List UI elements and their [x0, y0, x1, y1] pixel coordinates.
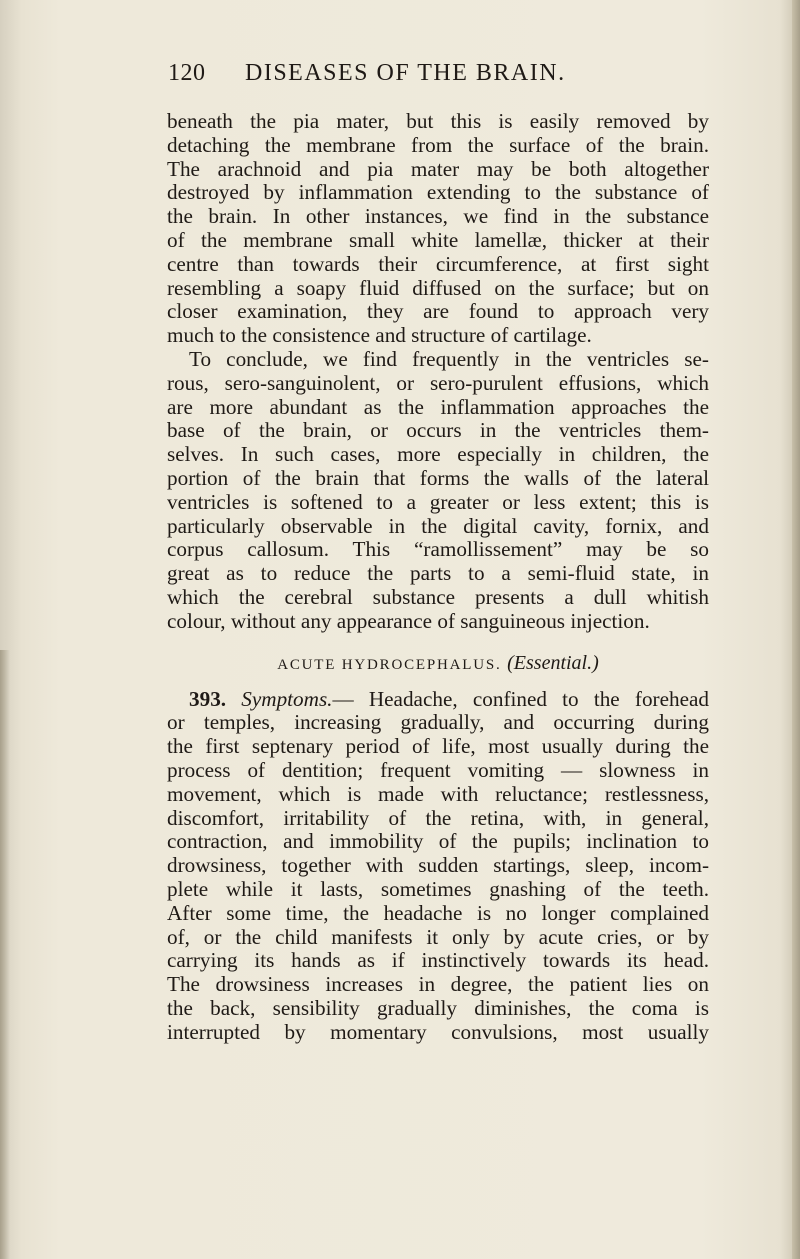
text-line: The arachnoid and pia mater may be both altogether: [167, 156, 709, 181]
text-line: of the membrane small white lamellæ, thicker at their: [167, 227, 709, 252]
text-line: selves. In such cases, more especially in children, the: [167, 442, 709, 467]
paragraph-3: [167, 688, 709, 1045]
page-edge-left: [0, 650, 10, 1259]
text-line: discomfort, irritability of the retina, with, in general,: [167, 805, 709, 830]
text-line: the back, sensibility gradually diminishes, the coma is: [167, 995, 709, 1020]
running-head: [160, 60, 720, 90]
text-line: the first septenary period of life, most usually during the: [167, 734, 709, 759]
text-line: or temples, increasing gradually, and occurring during: [167, 710, 709, 735]
text-line: After some time, the headache is no longer complained: [167, 900, 709, 925]
text-line: carrying its hands as if instinctively towards its head.: [167, 948, 709, 973]
text-line: rous, sero-sanguinolent, or sero-purulent effusions, which: [167, 370, 709, 395]
text-line: ventricles is softened to a greater or less extent; this is: [167, 489, 709, 514]
section-heading: [167, 652, 709, 676]
paragraph-label: Symptoms.: [241, 686, 333, 711]
text-line: are more abundant as the inflammation approaches the: [167, 394, 709, 419]
text-line: resembling a soapy fluid diffused on the surface; but on: [167, 275, 709, 300]
paragraph-number: 393.: [189, 686, 227, 711]
paragraph-first-line: [167, 688, 709, 712]
text-line: interrupted by momentary convulsions, most usually: [167, 1019, 709, 1044]
page-edge-right: [792, 0, 800, 1259]
text-line: detaching the membrane from the surface of the brain.: [167, 132, 709, 157]
text-line: much to the consistence and structure of cartilage.: [167, 323, 592, 348]
text-line: great as to reduce the parts to a semi-fluid state, in: [167, 561, 709, 586]
section-title: ACUTE HYDROCEPHALUS.: [277, 656, 502, 673]
text-line: base of the brain, or occurs in the ventricles them-: [167, 418, 709, 443]
text-line: beneath the pia mater, but this is easily removed by: [167, 109, 709, 133]
text-line: process of dentition; frequent vomiting — slowness in: [167, 757, 709, 782]
text-line: colour, without any appearance of sanguineous injection.: [167, 608, 650, 633]
text-line: which the cerebral substance presents a dull whitish: [167, 584, 709, 609]
text-line: contraction, and immobility of the pupils; inclination to: [167, 829, 709, 854]
text-line: plete while it lasts, sometimes gnashing of the teeth.: [167, 876, 709, 901]
text-line: particularly observable in the digital cavity, fornix, and: [167, 513, 709, 538]
section-qualifier: (Essential.): [507, 651, 599, 674]
text-line: of, or the child manifests it only by acute cries, or by: [167, 924, 709, 949]
text-line: the brain. In other instances, we find in the substance: [167, 204, 709, 229]
text-line: drowsiness, together with sudden startings, sleep, incom-: [167, 853, 709, 878]
page-number: 120: [168, 60, 206, 86]
text-line: closer examination, they are found to approach very: [167, 299, 709, 324]
text-fragment: — Headache, confined to the forehead: [332, 686, 709, 711]
text-line: centre than towards their circumference, at first sight: [167, 251, 709, 276]
body-text: [167, 110, 709, 1044]
text-line: movement, which is made with reluctance; restlessness,: [167, 781, 709, 806]
paragraph-1: [167, 110, 709, 348]
text-line: The drowsiness increases in degree, the patient lies on: [167, 972, 709, 997]
page-title: DISEASES OF THE BRAIN.: [245, 60, 566, 86]
paragraph-2: [167, 348, 709, 634]
text-line: To conclude, we find frequently in the ventricles se-: [189, 346, 709, 371]
text-line: corpus callosum. This “ramollissement” may be so: [167, 537, 709, 562]
text-line: portion of the brain that forms the walls of the lateral: [167, 465, 709, 490]
text-line: destroyed by inflammation extending to the substance of: [167, 180, 709, 205]
